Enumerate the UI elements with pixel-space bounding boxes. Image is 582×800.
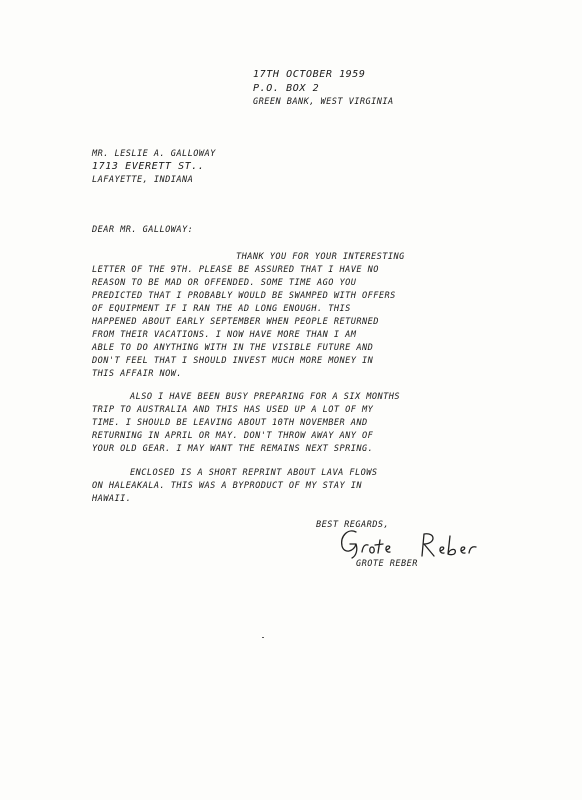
paragraph2-line: TIME. I SHOULD BE LEAVING ABOUT 10TH NOVEMBER AND	[92, 418, 368, 428]
recipient-name: MR. LESLIE A. GALLOWAY	[92, 149, 216, 159]
paragraph1-line: THANK YOU FOR YOUR INTERESTING	[236, 252, 405, 262]
sender-box: P.O. BOX 2	[253, 83, 320, 94]
scan-speck	[262, 637, 264, 638]
paragraph1-line: DON'T FEEL THAT I SHOULD INVEST MUCH MORE MONEY IN	[92, 356, 374, 366]
paragraph3-line: HAWAII.	[92, 494, 132, 504]
paragraph1-line: OF EQUIPMENT IF I RAN THE AD LONG ENOUGH. THIS	[92, 304, 351, 314]
paragraph2-line: ALSO I HAVE BEEN BUSY PREPARING FOR A SIX MONTHS	[130, 392, 400, 402]
paragraph2-line: TRIP TO AUSTRALIA AND THIS HAS USED UP A LOT OF MY	[92, 405, 374, 415]
typed-signature-name: GROTE REBER	[356, 559, 418, 569]
salutation: DEAR MR. GALLOWAY:	[92, 225, 194, 235]
paragraph1-line: HAPPENED ABOUT EARLY SEPTEMBER WHEN PEOPLE RETURNED	[92, 317, 379, 327]
paragraph1-line: ABLE TO DO ANYTHING WITH IN THE VISIBLE FUTURE AND	[92, 343, 374, 353]
paragraph1-line: THIS AFFAIR NOW.	[92, 369, 182, 379]
paragraph2-line: RETURNING IN APRIL OR MAY. DON'T THROW AWAY ANY OF	[92, 431, 374, 441]
paragraph1-line: LETTER OF THE 9TH. PLEASE BE ASSURED THAT I HAVE NO	[92, 265, 379, 275]
paragraph2-line: YOUR OLD GEAR. I MAY WANT THE REMAINS NEXT SPRING.	[92, 444, 374, 454]
paragraph3-line: ENCLOSED IS A SHORT REPRINT ABOUT LAVA FLOWS	[130, 468, 378, 478]
paragraph3-line: ON HALEAKALA. THIS WAS A BYPRODUCT OF MY STAY IN	[92, 481, 362, 491]
recipient-street: 1713 EVERETT ST..	[92, 161, 205, 172]
paragraph1-line: PREDICTED THAT I PROBABLY WOULD BE SWAMPED WITH OFFERS	[92, 291, 396, 301]
closing: BEST REGARDS,	[316, 520, 390, 530]
sender-location: GREEN BANK, WEST VIRGINIA	[253, 97, 394, 107]
paragraph1-line: FROM THEIR VACATIONS. I NOW HAVE MORE THAN I AM	[92, 330, 357, 340]
paragraph1-line: REASON TO BE MAD OR OFFENDED. SOME TIME AGO YOU	[92, 278, 357, 288]
handwritten-signature	[336, 522, 496, 562]
recipient-city: LAFAYETTE, INDIANA	[92, 175, 194, 185]
letter-date: 17TH OCTOBER 1959	[253, 69, 366, 80]
